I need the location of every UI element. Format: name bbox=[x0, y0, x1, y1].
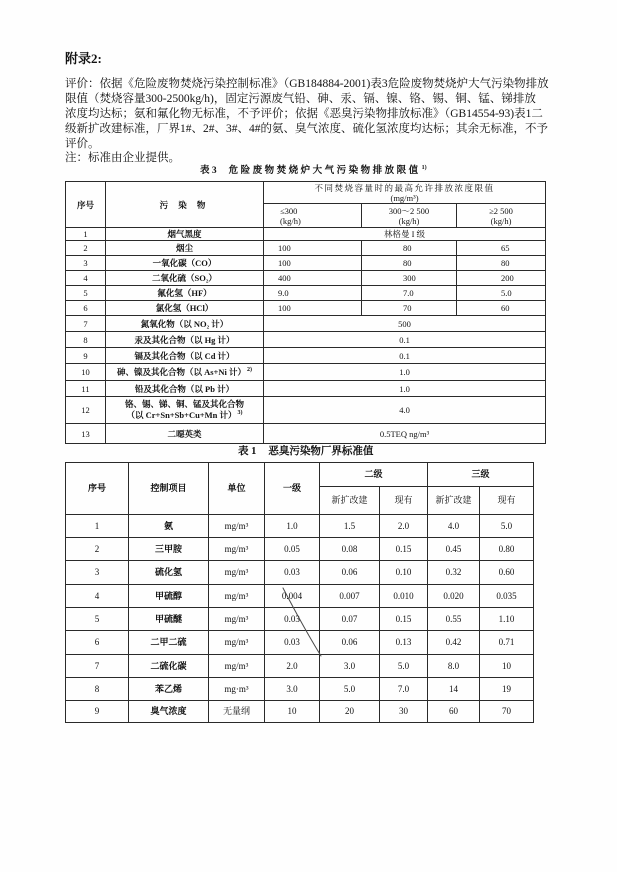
t1-value-cell: 0.60 bbox=[480, 561, 534, 585]
t3-limit-cell: 0.5TEQ ng/m³ bbox=[264, 424, 546, 444]
capacity-unit: (kg/h) bbox=[490, 215, 512, 226]
t3-limit-cell: 80 bbox=[457, 256, 546, 271]
t3-pollutant-cell bbox=[106, 364, 264, 381]
t1-unit-cell: mg/m³ bbox=[209, 655, 265, 678]
evaluation-line: 级新扩改建标准，厂界1#、2#、3#、4#的氨、臭气浓度、硫化氢浓度均达标；其余无标准，不予 bbox=[65, 123, 548, 135]
t1-value-cell: 0.15 bbox=[380, 538, 428, 561]
capacity-range: ≥2 500 bbox=[489, 205, 513, 216]
t3-limit-cell: 7.0 bbox=[362, 286, 457, 301]
t1-value-cell: 0.05 bbox=[265, 538, 320, 561]
t1-value-cell: 70 bbox=[480, 701, 534, 723]
evaluation-line: 限值（焚烧容量300-2500kg/h)，固定污源废气铅、砷、汞、镉、镍、铬、锡、铜、锰、锑排放 bbox=[65, 93, 536, 105]
table-row bbox=[66, 381, 546, 397]
t1-value-cell: 0.42 bbox=[428, 631, 480, 655]
t1-item-cell: 苯乙烯 bbox=[129, 678, 209, 701]
t3-no-cell: 12 bbox=[66, 397, 106, 424]
t1-no-cell: 2 bbox=[66, 538, 129, 561]
t3-no-cell: 3 bbox=[66, 256, 106, 271]
t3-limit-cell: 400 bbox=[264, 271, 362, 286]
t1-no-cell: 9 bbox=[66, 701, 129, 723]
table-row bbox=[66, 286, 546, 301]
table3-caption-title: 危险废物焚烧炉大气污染物排放限值 bbox=[228, 166, 421, 176]
t3-no-cell: 1 bbox=[66, 228, 106, 241]
capacity-range: ≤300 bbox=[280, 205, 298, 216]
table1-odor-boundary-standards bbox=[65, 462, 534, 723]
t1-value-cell: 0.035 bbox=[480, 585, 534, 608]
footnote-marker: 3) bbox=[237, 410, 243, 416]
t1-item-cell: 硫化氢 bbox=[129, 561, 209, 585]
t3-pollutant-cell: 烟气黑度 bbox=[106, 228, 264, 241]
table3-caption bbox=[200, 165, 427, 178]
t3-pollutant-cell: 烟尘 bbox=[106, 241, 264, 256]
t3-pollutant-cell: 铅及其化合物（以 Pb 计） bbox=[106, 381, 264, 397]
table-row bbox=[66, 515, 534, 538]
t1-no-cell: 5 bbox=[66, 608, 129, 631]
t1-unit-cell: mg·m³ bbox=[209, 678, 265, 701]
table3-caption-footnote-marker: 1) bbox=[421, 165, 427, 171]
t3-limit-cell: 60 bbox=[457, 301, 546, 316]
t1-no-cell: 6 bbox=[66, 631, 129, 655]
t1-no-cell: 3 bbox=[66, 561, 129, 585]
t1-value-cell: 0.004 bbox=[265, 585, 320, 608]
evaluation-line: 评价。 bbox=[65, 138, 100, 150]
t1-value-cell: 5.0 bbox=[320, 678, 380, 701]
table1-caption-label: 表 1 bbox=[238, 446, 257, 457]
t3-no-cell: 9 bbox=[66, 348, 106, 364]
t1-unit-cell: mg/m³ bbox=[209, 515, 265, 538]
footnote-marker: 2) bbox=[247, 367, 253, 373]
t1-no-cell: 4 bbox=[66, 585, 129, 608]
t1-header-grade1: 一级 bbox=[265, 463, 320, 515]
table-row bbox=[66, 397, 546, 424]
t1-value-cell: 0.10 bbox=[380, 561, 428, 585]
t3-pollutant-cell: 镉及其化合物（以 Cd 计） bbox=[106, 348, 264, 364]
t1-value-cell: 0.15 bbox=[380, 608, 428, 631]
t3-no-cell: 13 bbox=[66, 424, 106, 444]
table-row bbox=[66, 271, 546, 286]
t1-value-cell: 10 bbox=[480, 655, 534, 678]
t1-item-cell: 甲硫醇 bbox=[129, 585, 209, 608]
t3-limit-cell: 200 bbox=[457, 271, 546, 286]
table-row bbox=[66, 538, 534, 561]
t3-limit-cell: 70 bbox=[362, 301, 457, 316]
t1-value-cell: 0.06 bbox=[320, 561, 380, 585]
t1-value-cell: 0.32 bbox=[428, 561, 480, 585]
t3-pollutant-cell: 二噁英类 bbox=[106, 424, 264, 444]
t1-unit-cell: 无量纲 bbox=[209, 701, 265, 723]
t3-limit-cell: 80 bbox=[362, 241, 457, 256]
t3-pollutant-text-line1: 铬、锡、锑、铜、锰及其化合物 bbox=[124, 399, 244, 409]
table-row bbox=[66, 561, 534, 585]
t1-item-cell: 三甲胺 bbox=[129, 538, 209, 561]
t1-value-cell: 10 bbox=[265, 701, 320, 723]
table-row bbox=[66, 332, 546, 348]
t1-value-cell: 3.0 bbox=[320, 655, 380, 678]
t3-no-cell: 11 bbox=[66, 381, 106, 397]
t3-limit-cell: 4.0 bbox=[264, 397, 546, 424]
table-row bbox=[66, 228, 546, 241]
t3-limit-cell: 100 bbox=[264, 241, 362, 256]
t1-value-cell: 5.0 bbox=[380, 655, 428, 678]
t3-no-cell: 7 bbox=[66, 316, 106, 332]
t3-limit-cell: 65 bbox=[457, 241, 546, 256]
t1-value-cell: 0.45 bbox=[428, 538, 480, 561]
table3-caption-label: 表 3 bbox=[200, 166, 217, 176]
t1-value-cell: 8.0 bbox=[428, 655, 480, 678]
t1-value-cell: 0.010 bbox=[380, 585, 428, 608]
table-row bbox=[66, 655, 534, 678]
t3-limit-cell: 0.1 bbox=[264, 348, 546, 364]
capacity-range: 300～2 500 bbox=[388, 205, 430, 216]
t3-header-limit-unit: (mg/m³) bbox=[390, 192, 419, 203]
t1-value-cell: 7.0 bbox=[380, 678, 428, 701]
t1-value-cell: 0.03 bbox=[265, 631, 320, 655]
table1-caption-title: 恶臭污染物厂界标准值 bbox=[268, 446, 374, 457]
t3-header-limit-group bbox=[264, 182, 546, 204]
t3-header-capacity-low bbox=[264, 204, 362, 228]
t1-header-item: 控制项目 bbox=[129, 463, 209, 515]
t1-header-grade3-existing: 现有 bbox=[480, 487, 534, 515]
t3-no-cell: 4 bbox=[66, 271, 106, 286]
t1-value-cell: 0.13 bbox=[380, 631, 428, 655]
t3-no-cell: 6 bbox=[66, 301, 106, 316]
t3-limit-cell: 林格曼 I 级 bbox=[264, 228, 546, 241]
t1-no-cell: 7 bbox=[66, 655, 129, 678]
t1-value-cell: 30 bbox=[380, 701, 428, 723]
table-row bbox=[66, 241, 546, 256]
t3-pollutant-text: 砷、镍及其化合物（以 As+Ni 计） bbox=[116, 367, 247, 377]
t3-header-capacity-mid bbox=[362, 204, 457, 228]
t1-item-cell: 臭气浓度 bbox=[129, 701, 209, 723]
t3-limit-cell: 500 bbox=[264, 316, 546, 332]
table-row bbox=[66, 678, 534, 701]
t1-unit-cell: mg/m³ bbox=[209, 608, 265, 631]
t3-header-no: 序号 bbox=[66, 182, 106, 228]
t1-value-cell: 0.06 bbox=[320, 631, 380, 655]
t1-value-cell: 2.0 bbox=[265, 655, 320, 678]
t1-value-cell: 3.0 bbox=[265, 678, 320, 701]
t1-item-cell: 二甲二硫 bbox=[129, 631, 209, 655]
t1-value-cell: 1.5 bbox=[320, 515, 380, 538]
t1-value-cell: 0.007 bbox=[320, 585, 380, 608]
t3-limit-cell: 300 bbox=[362, 271, 457, 286]
t3-limit-cell: 0.1 bbox=[264, 332, 546, 348]
table-row bbox=[66, 424, 546, 444]
t3-no-cell: 2 bbox=[66, 241, 106, 256]
t1-header-row bbox=[66, 463, 534, 487]
table-row bbox=[66, 348, 546, 364]
t1-unit-cell: mg/m³ bbox=[209, 585, 265, 608]
t1-value-cell: 14 bbox=[428, 678, 480, 701]
t3-limit-cell: 1.0 bbox=[264, 381, 546, 397]
t1-value-cell: 0.020 bbox=[428, 585, 480, 608]
t3-limit-cell: 100 bbox=[264, 301, 362, 316]
t1-unit-cell: mg/m³ bbox=[209, 561, 265, 585]
table-row bbox=[66, 701, 534, 723]
t3-header-limit-title: 不同焚烧容量时的最高允许排放浓度限值 bbox=[314, 182, 495, 193]
t3-pollutant-cell: 汞及其化合物（以 Hg 计） bbox=[106, 332, 264, 348]
evaluation-paragraph bbox=[65, 77, 575, 165]
t3-pollutant-text-line2: （以 Cr+Sn+Sb+Cu+Mn 计） bbox=[126, 410, 237, 420]
t1-value-cell: 60 bbox=[428, 701, 480, 723]
t1-header-grade3-new: 新扩改建 bbox=[428, 487, 480, 515]
t1-header-unit: 单位 bbox=[209, 463, 265, 515]
t1-value-cell: 1.10 bbox=[480, 608, 534, 631]
t3-pollutant-cell: 氮氧化物（以 NO₂ 计） bbox=[106, 316, 264, 332]
t1-value-cell: 4.0 bbox=[428, 515, 480, 538]
t1-unit-cell: mg/m³ bbox=[209, 538, 265, 561]
t1-no-cell: 8 bbox=[66, 678, 129, 701]
t3-limit-cell: 1.0 bbox=[264, 364, 546, 381]
t1-item-cell: 甲硫醚 bbox=[129, 608, 209, 631]
t3-header-pollutant: 污 染 物 bbox=[106, 182, 264, 228]
t1-header-grade2: 二级 bbox=[320, 463, 428, 487]
t1-header-grade2-existing: 现有 bbox=[380, 487, 428, 515]
t3-pollutant-cell bbox=[106, 397, 264, 424]
t1-value-cell: 0.07 bbox=[320, 608, 380, 631]
t1-value-cell: 19 bbox=[480, 678, 534, 701]
t3-pollutant-text-line2-wrap bbox=[106, 410, 263, 421]
t1-value-cell: 1.0 bbox=[265, 515, 320, 538]
capacity-unit: (kg/h) bbox=[398, 215, 420, 226]
t3-limit-cell: 80 bbox=[362, 256, 457, 271]
t3-pollutant-cell: 氯化氢（HCl） bbox=[106, 301, 264, 316]
t3-no-cell: 10 bbox=[66, 364, 106, 381]
table1-caption bbox=[238, 445, 373, 459]
t1-value-cell: 0.71 bbox=[480, 631, 534, 655]
t3-no-cell: 8 bbox=[66, 332, 106, 348]
t1-value-cell: 0.80 bbox=[480, 538, 534, 561]
t1-value-cell: 5.0 bbox=[480, 515, 534, 538]
t3-limit-cell: 100 bbox=[264, 256, 362, 271]
t1-value-cell: 20 bbox=[320, 701, 380, 723]
t1-header-grade3: 三级 bbox=[428, 463, 534, 487]
table-row bbox=[66, 364, 546, 381]
t1-value-cell: 0.55 bbox=[428, 608, 480, 631]
table-row bbox=[66, 631, 534, 655]
t1-unit-cell: mg/m³ bbox=[209, 631, 265, 655]
evaluation-line: 浓度均达标；氨和氟化物无标准，不予评价；依据《恶臭污染物排放标准》（GB14554-93)表1二 bbox=[65, 108, 543, 120]
table3-incinerator-emission-limits bbox=[65, 181, 546, 444]
table-row bbox=[66, 316, 546, 332]
t3-no-cell: 5 bbox=[66, 286, 106, 301]
t1-header-grade2-new: 新扩改建 bbox=[320, 487, 380, 515]
t1-value-cell: 0.08 bbox=[320, 538, 380, 561]
t1-header-no: 序号 bbox=[66, 463, 129, 515]
t3-header-row bbox=[66, 182, 546, 204]
appendix-title: 附录2: bbox=[65, 51, 102, 66]
t1-no-cell: 1 bbox=[66, 515, 129, 538]
table-row bbox=[66, 256, 546, 271]
evaluation-line: 评价：依据《危险废物焚烧污染控制标准》（GB184884-2001)表3危险废物焚烧炉大气污染物排放 bbox=[65, 78, 549, 90]
t1-item-cell: 二硫化碳 bbox=[129, 655, 209, 678]
t1-value-cell: 2.0 bbox=[380, 515, 428, 538]
t1-item-cell: 氨 bbox=[129, 515, 209, 538]
capacity-unit: (kg/h) bbox=[280, 215, 301, 226]
t3-header-capacity-high bbox=[457, 204, 546, 228]
table-row bbox=[66, 608, 534, 631]
t3-limit-cell: 5.0 bbox=[457, 286, 546, 301]
table-row bbox=[66, 301, 546, 316]
t1-value-cell: 0.03 bbox=[265, 561, 320, 585]
table-row bbox=[66, 585, 534, 608]
t3-pollutant-cell: 一氧化碳（CO） bbox=[106, 256, 264, 271]
standard-source-note: 注：标准由企业提供。 bbox=[65, 152, 180, 164]
t1-value-cell: 0.03 bbox=[265, 608, 320, 631]
t3-pollutant-cell: 二氧化硫（SO₂） bbox=[106, 271, 264, 286]
t3-pollutant-cell: 氟化氢（HF） bbox=[106, 286, 264, 301]
t3-limit-cell: 9.0 bbox=[264, 286, 362, 301]
